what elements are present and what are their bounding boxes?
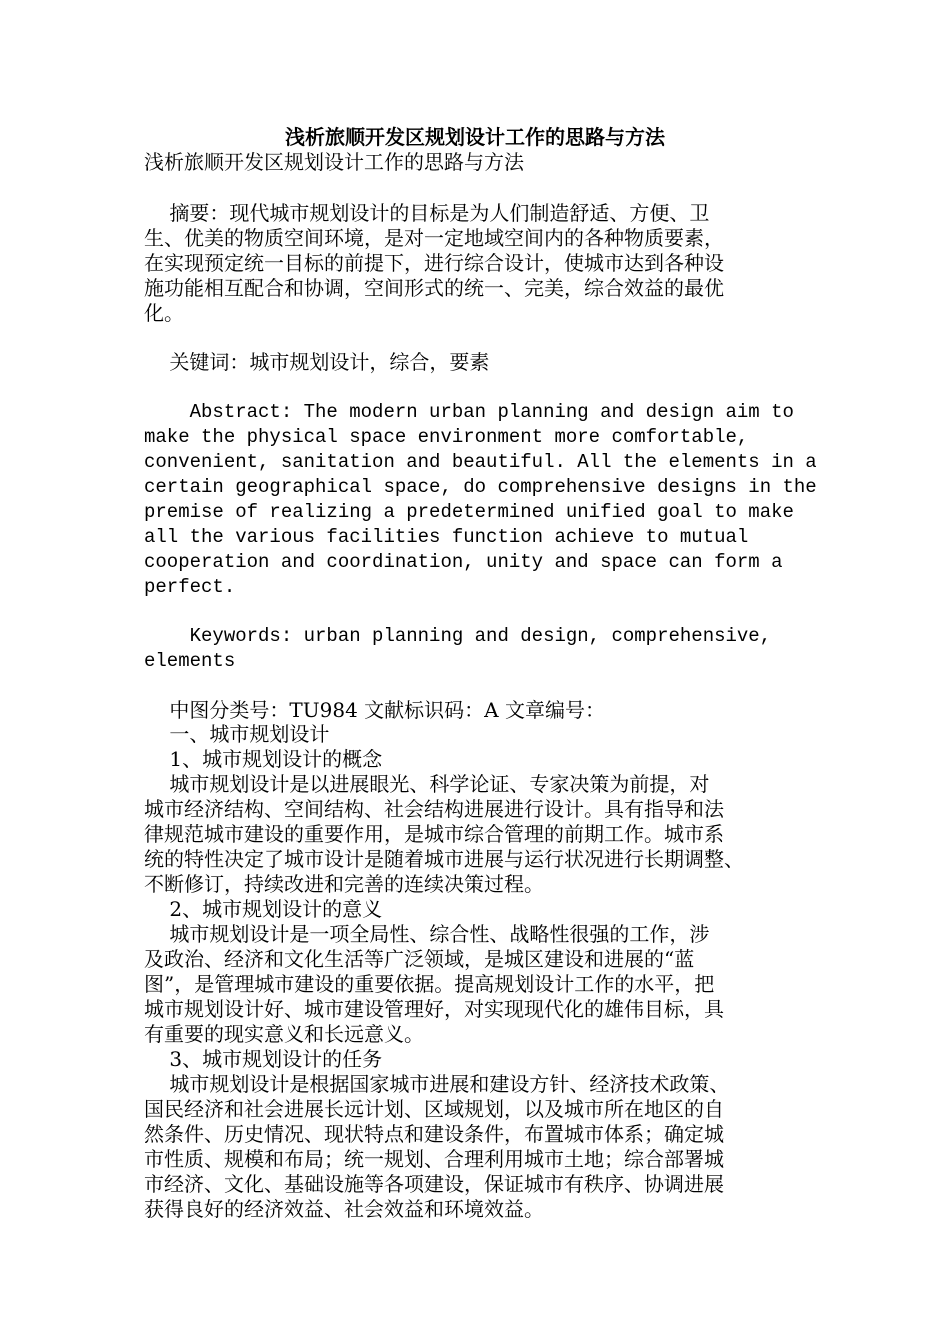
body-line: 国民经济和社会进展长远计划、区域规划，以及城市所在地区的自 [144, 1097, 724, 1121]
abstract-en-line: make the physical space environment more comfortable, [144, 426, 749, 448]
abstract-en-line: certain geographical space, do comprehensive designs in the [144, 476, 817, 498]
body-line: 获得良好的经济效益、社会效益和环境效益。 [144, 1197, 544, 1221]
body-line: 市经济、文化、基础设施等各项建设，保证城市有秩序、协调进展 [144, 1172, 724, 1196]
keywords-cn: 关键词：城市规划设计，综合，要素 [144, 350, 490, 374]
abstract-en-line: perfect. [144, 576, 236, 598]
section-heading: 一、城市规划设计 [144, 722, 330, 746]
body-line: 统的特性决定了城市设计是随着城市进展与运行状况进行长期调整、 [144, 847, 744, 871]
abstract-en-line: cooperation and coordination, unity and space can form a [144, 551, 783, 573]
abstract-en-line: convenient, sanitation and beautiful. All the elements in a [144, 451, 817, 473]
body-line: 及政治、经济和文化生活等广泛领域，是城区建设和进展的“蓝 [144, 947, 695, 971]
body-line: 然条件、历史情况、现状特点和建设条件，布置城市体系；确定城 [144, 1122, 724, 1146]
abstract-cn-line: 化。 [144, 301, 184, 325]
body-line: 有重要的现实意义和长远意义。 [144, 1022, 424, 1046]
abstract-cn-line: 生、优美的物质空间环境，是对一定地域空间内的各种物质要素， [144, 226, 724, 250]
keywords-en-line: elements [144, 650, 236, 672]
body-line: 中图分类号：TU984 文献标识码：A 文章编号： [144, 698, 605, 722]
body-line: 城市规划设计好、城市建设管理好，对实现现代化的雄伟目标，具 [144, 997, 724, 1021]
document-title: 浅析旅顺开发区规划设计工作的思路与方法 [285, 125, 665, 149]
document-subtitle: 浅析旅顺开发区规划设计工作的思路与方法 [144, 150, 524, 174]
body-line: 不断修订，持续改进和完善的连续决策过程。 [144, 872, 544, 896]
body-line: 城市规划设计是以进展眼光、科学论证、专家决策为前提，对 [144, 772, 710, 796]
keywords-en-line: Keywords: urban planning and design, comprehensive, [144, 625, 772, 647]
body-line: 图”，是管理城市建设的重要依据。提高规划设计工作的水平，把 [144, 972, 715, 996]
body-line: 城市经济结构、空间结构、社会结构进展进行设计。具有指导和法 [144, 797, 724, 821]
subsection-heading: 1、城市规划设计的概念 [144, 747, 383, 771]
body-line: 城市规划设计是根据国家城市进展和建设方针、经济技术政策、 [144, 1072, 730, 1096]
abstract-en-line: all the various facilities function achieve to mutual [144, 526, 749, 548]
body-line: 城市规划设计是一项全局性、综合性、战略性很强的工作，涉 [144, 922, 710, 946]
abstract-cn-line: 施功能相互配合和协调，空间形式的统一、完美，综合效益的最优 [144, 276, 724, 300]
abstract-cn-line: 在实现预定统一目标的前提下，进行综合设计，使城市达到各种设 [144, 251, 724, 275]
subsection-heading: 2、城市规划设计的意义 [144, 897, 383, 921]
body-line: 律规范城市建设的重要作用，是城市综合管理的前期工作。城市系 [144, 822, 724, 846]
abstract-en-line: premise of realizing a predetermined unified goal to make [144, 501, 794, 523]
abstract-cn-line: 摘要：现代城市规划设计的目标是为人们制造舒适、方便、卫 [144, 201, 710, 225]
body-line: 市性质、规模和布局；统一规划、合理利用城市土地；综合部署城 [144, 1147, 724, 1171]
subsection-heading: 3、城市规划设计的任务 [144, 1047, 383, 1071]
abstract-en-line: Abstract: The modern urban planning and design aim to [144, 401, 794, 423]
